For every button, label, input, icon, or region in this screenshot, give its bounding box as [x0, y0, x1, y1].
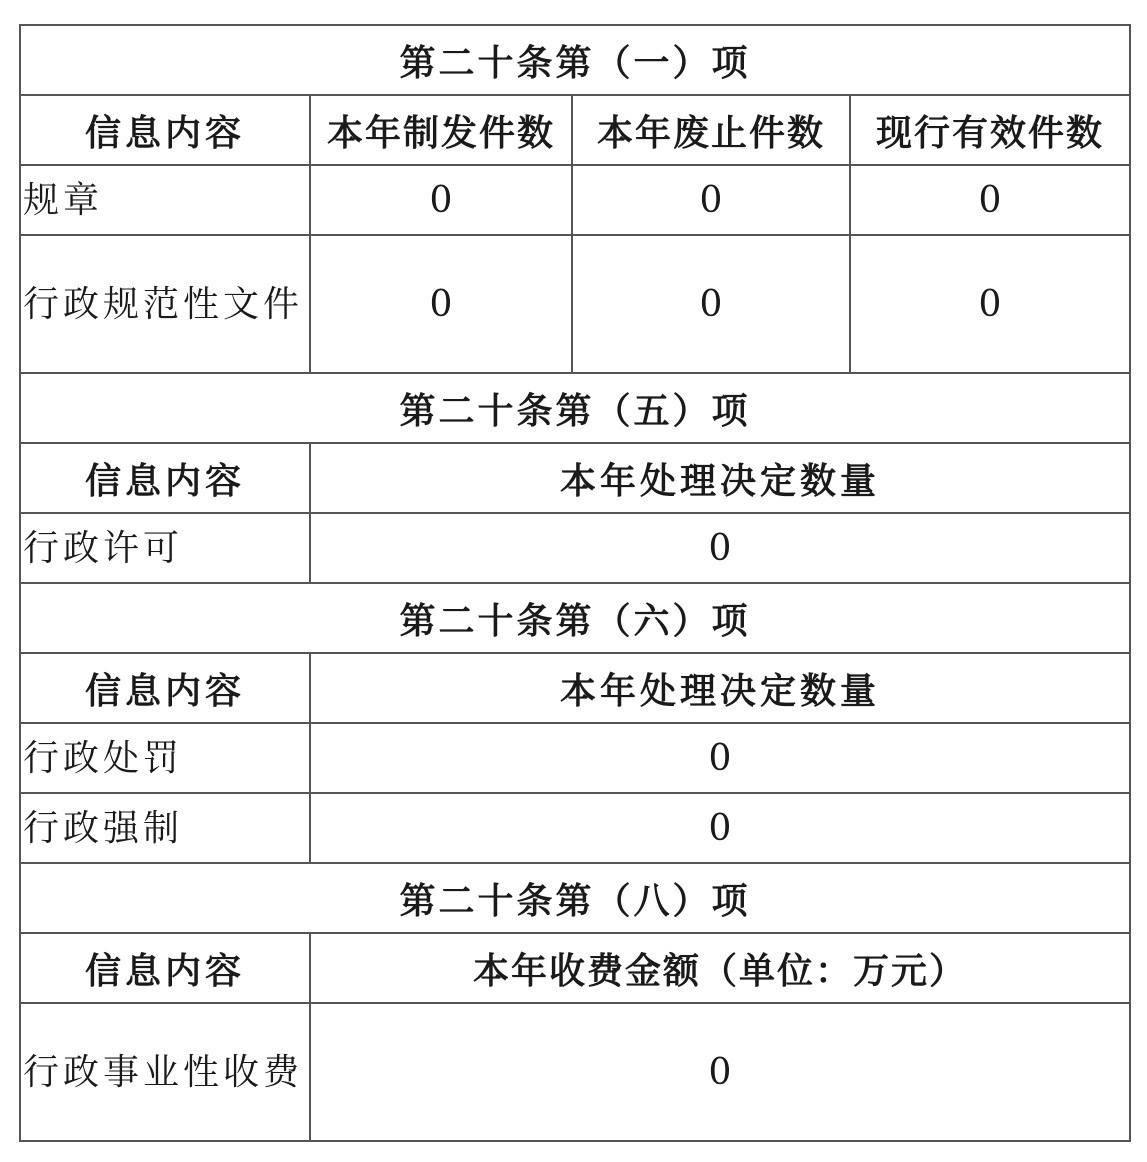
value-fee-amount: 0	[310, 1003, 1130, 1141]
value-valid: 0	[850, 165, 1130, 235]
col-header-info-content: 信息内容	[20, 443, 310, 513]
section-6-header-row	[20, 653, 1130, 723]
row-label-administrative-penalty: 行政处罚	[20, 723, 310, 793]
section-1-header-row	[20, 95, 1130, 165]
table-row	[20, 165, 1130, 235]
section-5-header-row	[20, 443, 1130, 513]
table-row	[20, 235, 1130, 373]
section-5-title-row	[20, 373, 1130, 443]
section-1-title: 第二十条第（一）项	[20, 25, 1130, 95]
table-row	[20, 1003, 1130, 1141]
value-issued: 0	[310, 235, 572, 373]
col-header-info-content: 信息内容	[20, 933, 310, 1003]
row-label-administrative-enforcement: 行政强制	[20, 793, 310, 863]
table-row	[20, 513, 1130, 583]
row-label-normative-documents: 行政规范性文件	[20, 235, 310, 373]
section-1-title-row	[20, 25, 1130, 95]
section-6-title-row	[20, 583, 1130, 653]
table-row	[20, 793, 1130, 863]
row-label-regulations: 规章	[20, 165, 310, 235]
section-6-title: 第二十条第（六）项	[20, 583, 1130, 653]
section-8-title: 第二十条第（八）项	[20, 863, 1130, 933]
section-8-header-row	[20, 933, 1130, 1003]
col-header-info-content: 信息内容	[20, 653, 310, 723]
col-header-decision-count: 本年处理决定数量	[310, 653, 1130, 723]
value-abolished: 0	[572, 235, 850, 373]
row-label-administrative-license: 行政许可	[20, 513, 310, 583]
section-5-title: 第二十条第（五）项	[20, 373, 1130, 443]
value-abolished: 0	[572, 165, 850, 235]
col-header-decision-count: 本年处理决定数量	[310, 443, 1130, 513]
value-issued: 0	[310, 165, 572, 235]
value-decision-count: 0	[310, 513, 1130, 583]
section-8-title-row	[20, 863, 1130, 933]
disclosure-table	[19, 24, 1131, 1142]
col-header-fee-amount: 本年收费金额（单位：万元）	[310, 933, 1130, 1003]
value-decision-count: 0	[310, 723, 1130, 793]
col-header-issued-count: 本年制发件数	[310, 95, 572, 165]
value-decision-count: 0	[310, 793, 1130, 863]
value-valid: 0	[850, 235, 1130, 373]
row-label-administrative-fees: 行政事业性收费	[20, 1003, 310, 1141]
table-row	[20, 723, 1130, 793]
col-header-info-content: 信息内容	[20, 95, 310, 165]
col-header-abolished-count: 本年废止件数	[572, 95, 850, 165]
col-header-valid-count: 现行有效件数	[850, 95, 1130, 165]
